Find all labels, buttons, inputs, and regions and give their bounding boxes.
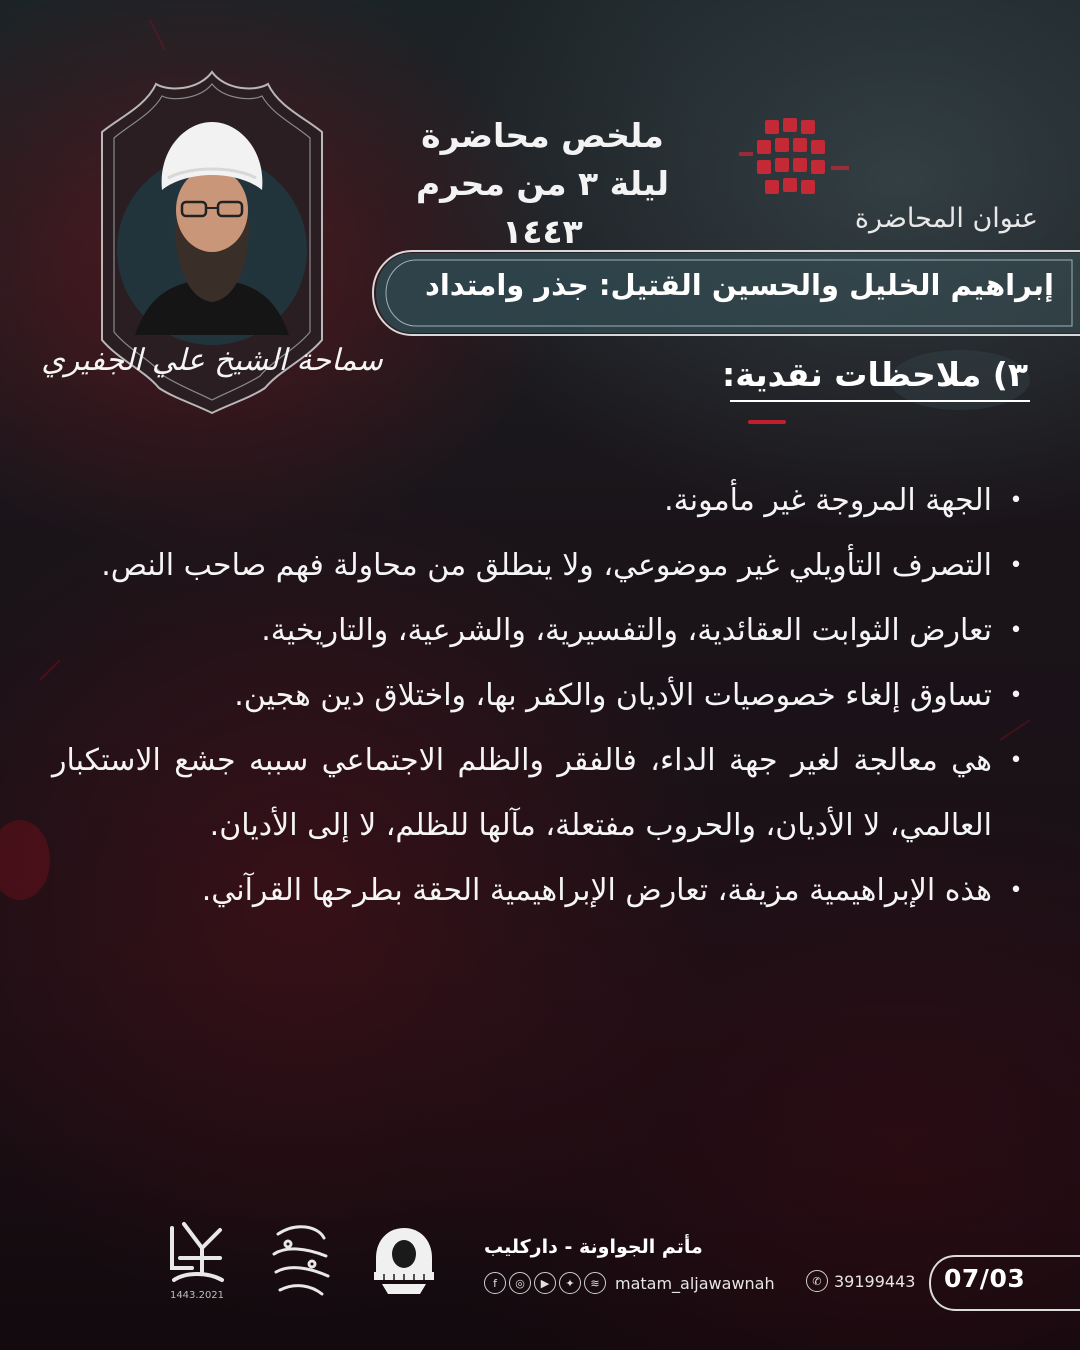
instagram-icon[interactable]: ◎ bbox=[509, 1272, 531, 1294]
bullet-dot: • bbox=[1009, 878, 1023, 903]
grid-logo-icon bbox=[735, 112, 855, 212]
lecture-title: إبراهيم الخليل والحسين القتيل: جذر وامتداد bbox=[424, 268, 1054, 302]
bullet-dot: • bbox=[1009, 748, 1023, 773]
list-item bbox=[52, 663, 1028, 728]
page-current: 03 bbox=[989, 1264, 1026, 1293]
section-heading: ٣) ملاحظات نقدية: bbox=[722, 355, 1028, 394]
list-item-text: الجهة المروجة غير مأمونة. bbox=[664, 483, 992, 518]
svg-text:سماحة الشيخ علي الجفيري: سماحة الشيخ علي الجفيري bbox=[41, 343, 383, 378]
header-line-2: ليلة ٣ من محرم ١٤٤٣ bbox=[415, 164, 670, 251]
twitter-icon[interactable]: ✦ bbox=[559, 1272, 581, 1294]
org-name: مأتم الجواونة - داركليب bbox=[484, 1236, 703, 1258]
list-item bbox=[52, 598, 1028, 663]
bullet-dot: • bbox=[1009, 683, 1023, 708]
topic-label: عنوان المحاضرة bbox=[854, 203, 1038, 234]
list-item-text: تساوق إلغاء خصوصيات الأديان والكفر بها، واختلاق دين هجين. bbox=[234, 678, 992, 713]
header-title bbox=[370, 112, 715, 256]
list-item bbox=[52, 728, 1028, 858]
youtube-icon[interactable]: ▶ bbox=[534, 1272, 556, 1294]
list-item bbox=[52, 533, 1028, 598]
whatsapp-icon[interactable]: ✆ bbox=[806, 1270, 828, 1292]
header-line-1: ملخص محاضرة bbox=[421, 116, 664, 155]
soundcloud-icon[interactable]: ≋ bbox=[584, 1272, 606, 1294]
phone-contact bbox=[806, 1270, 915, 1292]
list-item bbox=[52, 858, 1028, 923]
page-separator: / bbox=[979, 1264, 990, 1293]
list-item-text: التصرف التأويلي غير موضوعي، ولا ينطلق من محاولة فهم صاحب النص. bbox=[101, 548, 992, 583]
speaker-portrait bbox=[41, 70, 383, 415]
list-item-text: هي معالجة لغير جهة الداء، فالفقر والظلم الاجتماعي سببه جشع الاستكبار العالمي، لا الأديان، والحروب مفتعلة، مآلها للظلم، لا إلى الأديان. bbox=[52, 743, 992, 843]
logo-year: 1443.2021 bbox=[169, 1290, 225, 1301]
bullet-dot: • bbox=[1009, 618, 1023, 643]
anniversary-logo bbox=[162, 1218, 232, 1302]
bullet-dot: • bbox=[1009, 553, 1023, 578]
list-item-text: تعارض الثوابت العقائدية، والتفسيرية، والشرعية، والتاريخية. bbox=[261, 613, 992, 648]
notes-list bbox=[52, 468, 1028, 923]
page-indicator bbox=[944, 1264, 1025, 1293]
phone-number[interactable]: 39199443 bbox=[834, 1271, 916, 1291]
list-item bbox=[52, 468, 1028, 533]
social-links bbox=[484, 1270, 775, 1296]
matam-logo bbox=[368, 1218, 440, 1302]
calligraphy-logo bbox=[266, 1218, 336, 1302]
facebook-icon[interactable]: f bbox=[484, 1272, 506, 1294]
page-total: 07 bbox=[944, 1264, 980, 1293]
list-item-text: هذه الإبراهيمية مزيفة، تعارض الإبراهيمية الحقة بطرحها القرآني. bbox=[201, 873, 992, 908]
accent-divider bbox=[748, 420, 786, 424]
section-underline bbox=[730, 400, 1030, 402]
social-handle[interactable]: matam_aljawawnah bbox=[615, 1273, 775, 1293]
bullet-dot: • bbox=[1009, 488, 1023, 513]
